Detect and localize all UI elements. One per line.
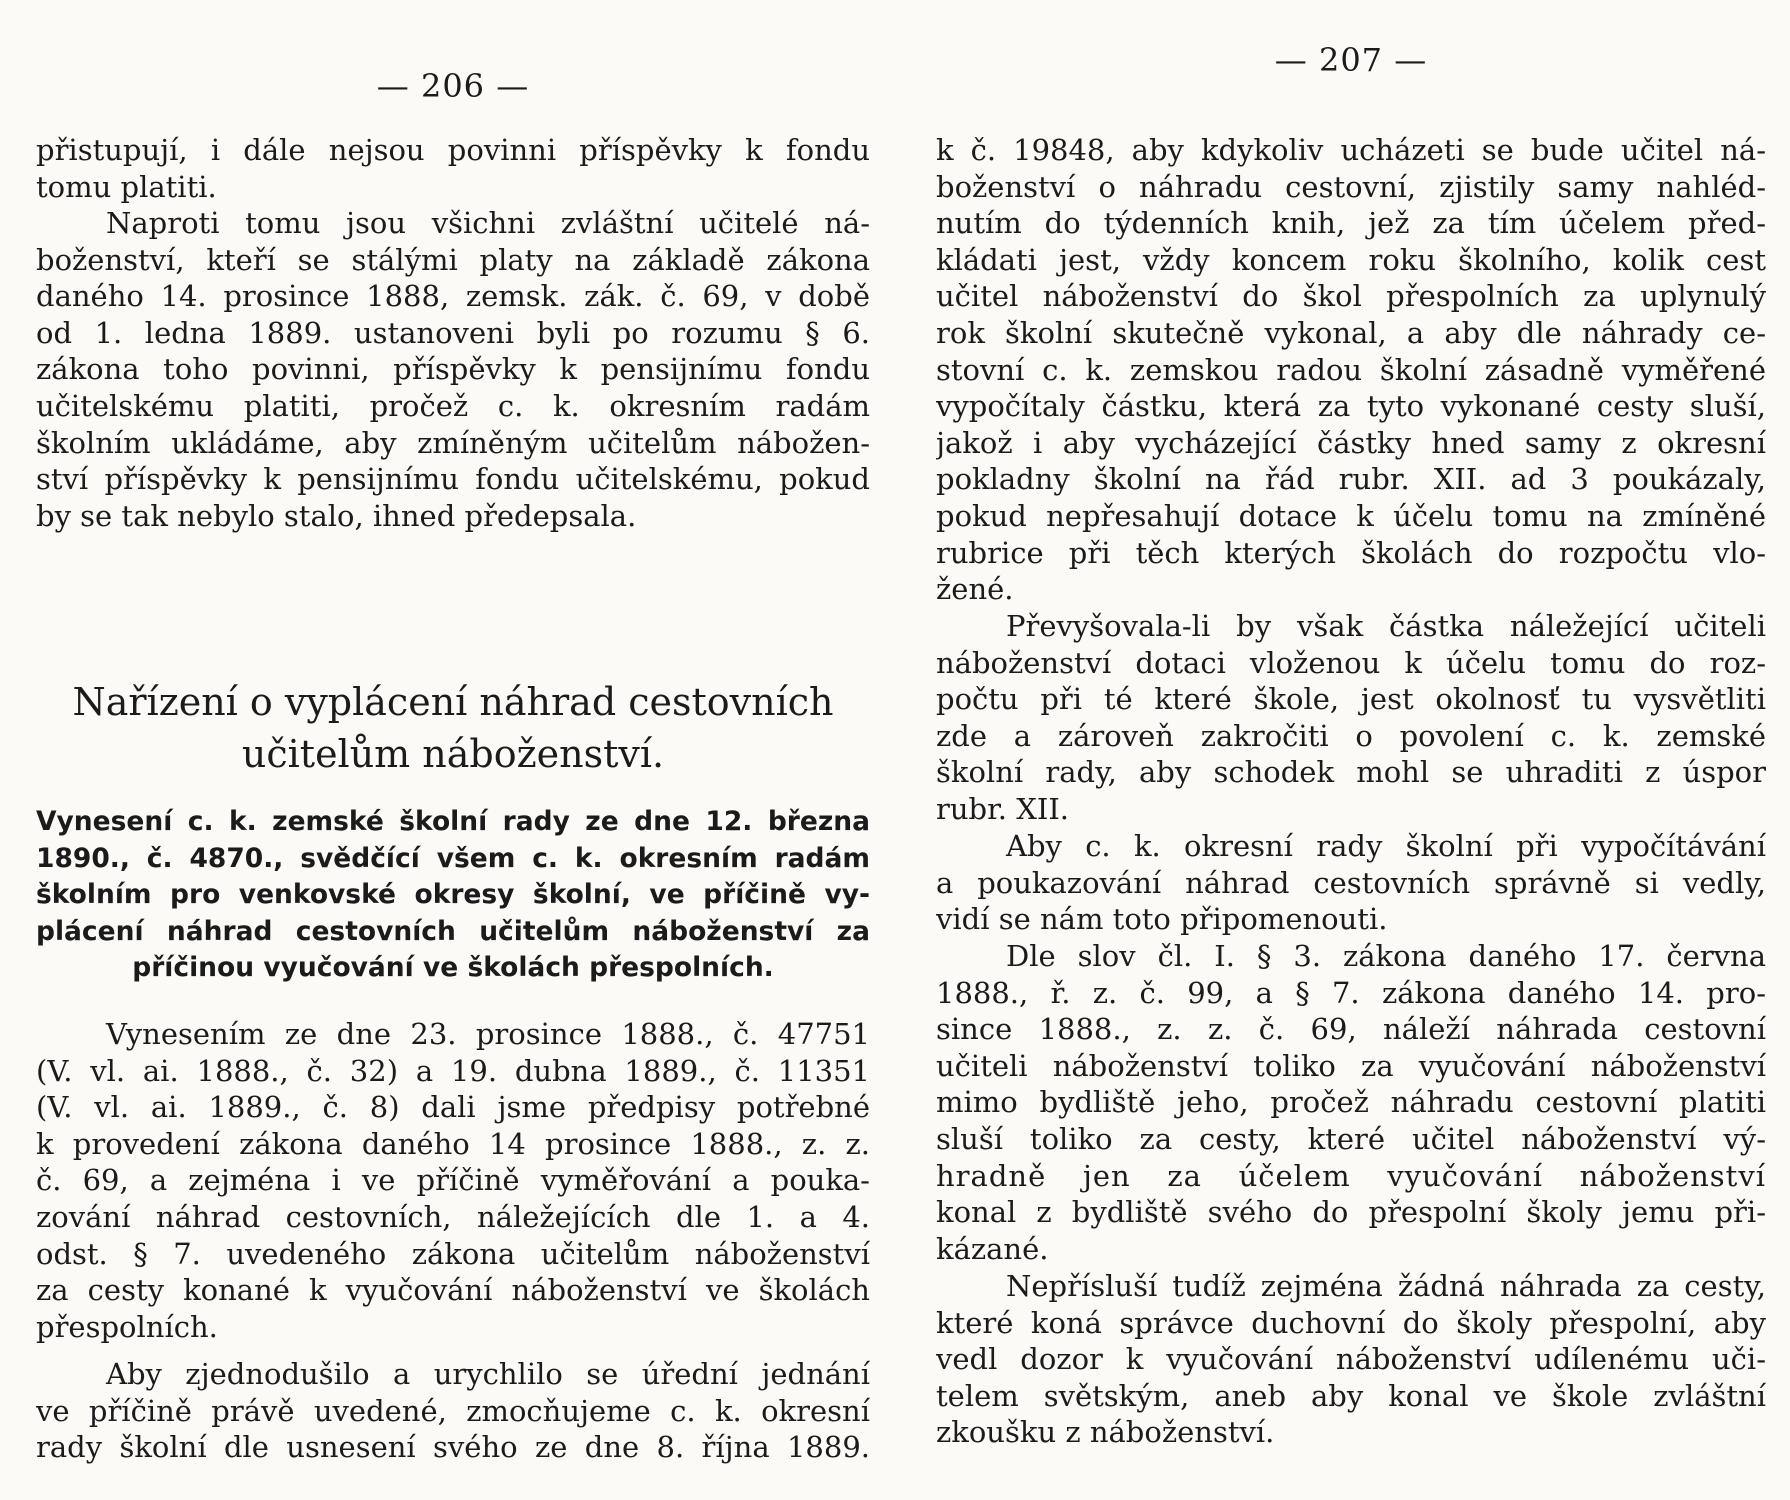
right-page [936, 0, 1766, 1500]
subheading-line: 1890., č. 4870., svědčící všem c. k. okresním radám [36, 842, 870, 874]
text-line: Aby c. k. okresní rady školní při vypočítávání [1006, 829, 1766, 863]
text-line: stovní c. k. zemskou radou školní zásadně vyměřené [936, 352, 1766, 387]
text-line: k provedení zákona daného 14 prosince 1888., z. z. [36, 1126, 870, 1161]
text-line: hradně jen za účelem vyučování náboženství [936, 1158, 1766, 1193]
text-line: rady školní dle usnesení svého ze dne 8. října 1889. [36, 1430, 870, 1465]
text-line: učitel náboženství do škol přespolních za uplynulý [936, 279, 1766, 314]
text-line: zákona toho povinni, příspěvky k pensijnímu fondu [36, 352, 870, 387]
text-line: odst. § 7. uvedeného zákona učitelům náboženství [36, 1236, 870, 1271]
text-line: vidí se nám toto připomenouti. [936, 902, 1388, 937]
heading-line: učitelům náboženství. [241, 732, 665, 776]
text-line: pokud nepřesahují dotace k účelu tomu na zmíněné [936, 498, 1766, 533]
text-line: k č. 19848, aby kdykoliv ucházeti se bude učitel ná- [936, 133, 1766, 167]
text-line: jakož i aby vycházející částky hned samy z okresní [936, 425, 1766, 460]
paragraph-3 [36, 1016, 870, 1345]
text-line: přespolních. [36, 1309, 218, 1344]
text-line: náboženství dotaci vloženou k účelu tomu do roz- [936, 645, 1766, 680]
paragraph-1 [36, 132, 870, 205]
text-line: vypočítaly částku, která za tyto vykonané cesty sluší, [936, 389, 1766, 424]
subheading-line: školním pro venkovské okresy školní, ve příčině vy- [36, 879, 870, 911]
text-line: kázané. [936, 1231, 1049, 1266]
text-line: žené. [936, 572, 1014, 607]
text-line: Aby zjednodušilo a urychlilo se úřední jednání [106, 1357, 870, 1391]
paragraph-2 [936, 608, 1766, 828]
subheading-line: Vynesení c. k. zemské školní rady ze dne 12. března [36, 806, 870, 837]
text-line: 1888., ř. z. č. 99, a § 7. zákona daného 14. pro- [936, 975, 1766, 1010]
text-line: boženství, kteří se stálými platy na základě zákona [36, 242, 870, 277]
text-line: které koná správce duchovní do školy přespolní, aby [936, 1305, 1766, 1340]
text-line: by se tak nebylo stalo, ihned předepsala. [36, 498, 637, 533]
text-line: daného 14. prosince 1888, zemsk. zák. č. 69, v době [36, 279, 870, 314]
text-line: učitelskému platiti, pročež c. k. okresním radám [36, 388, 870, 423]
text-line: počtu při té které škole, jest okolnosť tu vysvětliti [936, 682, 1766, 717]
text-line: Vynesením ze dne 23. prosince 1888., č. 47751 [106, 1017, 870, 1051]
text-line: tomu platiti. [36, 169, 217, 204]
text-line: nutím do týdenních knih, jež za tím účelem před- [936, 206, 1766, 241]
page-number-right: — 207 — [1274, 41, 1428, 79]
text-line: zde a zároveň zakročiti o povolení c. k. zemské [936, 718, 1766, 753]
paragraph-3 [936, 828, 1766, 938]
paragraph-5 [936, 1268, 1766, 1451]
subheading-line: příčinou vyučování ve školách přespolních. [132, 952, 774, 984]
text-line: Dle slov čl. I. § 3. zákona daného 17. června [1006, 939, 1766, 973]
text-line: rok školní skutečně vykonal, a aby dle náhrady ce- [936, 315, 1766, 350]
text-line: Převyšovala-li by však částka náležející učiteli [1006, 609, 1766, 643]
text-line: a poukazování náhrad cestovních správně si vedly, [936, 865, 1766, 900]
text-line: mimo bydliště jeho, pročež náhradu cestovní platiti [936, 1085, 1766, 1120]
text-line: školním ukládáme, aby zmíněným učitelům nábožen- [36, 425, 870, 460]
heading-line: Nařízení o vyplácení náhrad cestovních [72, 680, 834, 724]
text-line: ství příspěvky k pensijnímu fondu učitelskému, pokud [36, 462, 870, 497]
text-line: za cesty konané k vyučování náboženství ve školách [36, 1273, 870, 1308]
text-line: od 1. ledna 1889. ustanoveni byli po rozumu § 6. [36, 315, 870, 350]
text-line: (V. vl. ai. 1889., č. 8) dali jsme předpisy potřebné [36, 1090, 870, 1125]
text-line: boženství o náhradu cestovní, zjistily samy nahléd- [936, 169, 1766, 204]
subheading-line: plácení náhrad cestovních učitelům náboženství za [36, 915, 870, 947]
paragraph-4 [936, 938, 1766, 1267]
paragraph-2 [36, 205, 870, 534]
text-line: vedl dozor k vyučování náboženství udílenému uči- [936, 1342, 1766, 1377]
text-line: učiteli náboženství toliko za vyučování náboženství [936, 1048, 1766, 1083]
text-line: since 1888., z. z. č. 69, náleží náhrada cestovní [936, 1012, 1766, 1047]
text-line: č. 69, a zejména i ve příčině vyměřování a pouka- [36, 1163, 870, 1198]
text-line: rubrice při těch kterých školách do rozpočtu vlo- [936, 535, 1766, 570]
paragraph-4 [36, 1356, 870, 1466]
text-line: pokladny školní na řád rubr. XII. ad 3 poukázaly, [936, 462, 1766, 497]
text-line: Naproti tomu jsou všichni zvláštní učitelé ná- [106, 206, 870, 240]
left-page [36, 0, 870, 1500]
text-line: rubr. XII. [936, 791, 1069, 826]
text-line: školní rady, aby schodek mohl se uhraditi z úspor [936, 755, 1766, 790]
text-line: (V. vl. ai. 1888., č. 32) a 19. dubna 1889., č. 11351 [36, 1053, 870, 1088]
text-line: zování náhrad cestovních, náležejících dle 1. a 4. [36, 1199, 870, 1234]
paragraph-1 [936, 132, 1766, 608]
text-line: konal z bydliště svého do přespolní školy jemu při- [936, 1195, 1766, 1230]
decree-subheading [36, 804, 870, 987]
section-heading [36, 676, 870, 780]
text-line: Nepřísluší tudíž zejména žádná náhrada za cesty, [1006, 1269, 1766, 1303]
text-line: sluší toliko za cesty, které učitel náboženství vý- [936, 1121, 1766, 1156]
text-line: zkoušku z náboženství. [936, 1415, 1275, 1450]
text-line: ve příčině právě uvedené, zmocňujeme c. k. okresní [36, 1393, 870, 1428]
text-line: přistupují, i dále nejsou povinni příspěvky k fondu [36, 133, 870, 167]
text-line: kládati jest, vždy koncem roku školního, kolik cest [936, 242, 1766, 277]
page-number-left: — 206 — [376, 67, 530, 105]
text-line: telem světským, aneb aby konal ve škole zvláštní [936, 1378, 1766, 1413]
